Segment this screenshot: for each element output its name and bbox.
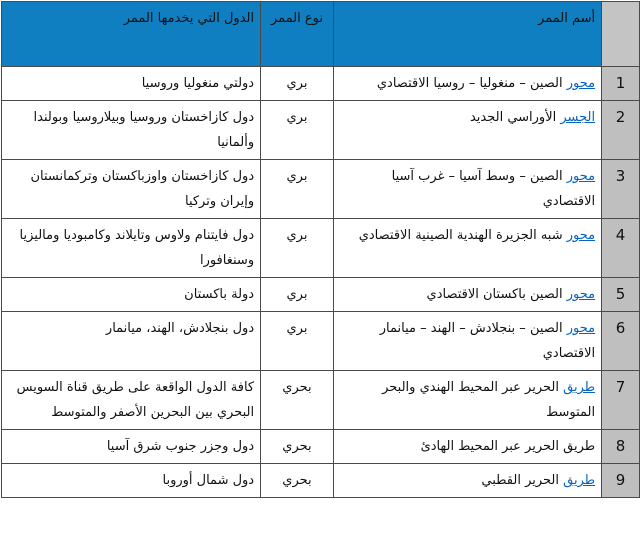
table-row [2, 430, 640, 464]
corridor-name-cell [333, 278, 601, 312]
row-number: 9 [602, 464, 640, 498]
corridor-name: الصين باكستان الاقتصادي [426, 287, 567, 302]
row-number: 4 [602, 219, 640, 278]
corridor-name-cell [333, 430, 601, 464]
served-states: دول وجزر جنوب شرق آسيا [2, 430, 261, 464]
row-number: 3 [602, 160, 640, 219]
table-row [2, 278, 640, 312]
header-number [602, 2, 640, 67]
row-number: 2 [602, 101, 640, 160]
corridor-name: الصين – وسط آسيا – غرب آسيا الاقتصادي [391, 169, 596, 209]
served-states: دول بنجلادش، الهند، ميانمار [2, 312, 261, 371]
corridor-type: بحري [261, 464, 334, 498]
corridor-name-cell [333, 67, 601, 101]
corridor-link[interactable]: طريق [563, 473, 596, 488]
served-states: دول شمال أوروبا [2, 464, 261, 498]
corridor-link[interactable]: محور [566, 228, 596, 243]
corridor-link[interactable]: الجسر [560, 110, 596, 125]
served-states: دولتي منغوليا وروسيا [2, 67, 261, 101]
served-states: دول كازاخستان وروسيا وبيلاروسيا وبولندا وألمانيا [2, 101, 261, 160]
corridor-type: بري [261, 101, 334, 160]
corridor-link[interactable]: محور [566, 76, 596, 91]
corridor-name: شبه الجزيرة الهندية الصينية الاقتصادي [358, 228, 567, 243]
served-states: كافة الدول الواقعة على طريق قناة السويس البحري بين البحرين الأصفر والمتوسط [2, 371, 261, 430]
served-states: دول فايتنام ولاوس وتايلاند وكامبوديا وماليزيا وسنغافورا [2, 219, 261, 278]
corridor-type: بري [261, 278, 334, 312]
table-row [2, 160, 640, 219]
corridor-name: الحرير القطبي [481, 473, 564, 488]
header-served-states: الدول التي يخدمها الممر [2, 2, 261, 67]
corridor-type: بري [261, 67, 334, 101]
header-row [2, 2, 640, 67]
header-corridor-name: أسم الممر [333, 2, 601, 67]
corridor-type: بحري [261, 430, 334, 464]
corridor-name-cell [333, 464, 601, 498]
corridor-name-cell [333, 312, 601, 371]
corridor-name-cell [333, 371, 601, 430]
corridor-name: الصين – منغوليا – روسيا الاقتصادي [376, 76, 567, 91]
corridor-name: طريق الحرير عبر المحيط الهادئ [420, 439, 596, 454]
table-row [2, 312, 640, 371]
table-row [2, 371, 640, 430]
row-number: 8 [602, 430, 640, 464]
corridors-table [1, 1, 640, 498]
row-number: 6 [602, 312, 640, 371]
served-states: دول كازاخستان واوزباكستان وتركمانستان وإيران وتركيا [2, 160, 261, 219]
corridor-link[interactable]: محور [566, 169, 596, 184]
corridor-link[interactable]: محور [566, 287, 596, 302]
corridor-name: الصين – بنجلادش – الهند – ميانمار الاقتصادي [379, 321, 596, 361]
corridor-name-cell [333, 160, 601, 219]
corridor-name: الحرير عبر المحيط الهندي والبحر المتوسط [382, 380, 596, 420]
corridor-name-cell [333, 219, 601, 278]
table-row [2, 101, 640, 160]
header-corridor-type: نوع الممر [261, 2, 334, 67]
served-states: دولة باكستان [2, 278, 261, 312]
row-number: 1 [602, 67, 640, 101]
row-number: 5 [602, 278, 640, 312]
corridor-name: الأوراسي الجديد [469, 110, 561, 125]
corridor-link[interactable]: محور [566, 321, 596, 336]
corridor-type: بحري [261, 371, 334, 430]
table-row [2, 219, 640, 278]
row-number: 7 [602, 371, 640, 430]
corridor-type: بري [261, 160, 334, 219]
corridor-name-cell [333, 101, 601, 160]
table-row [2, 464, 640, 498]
corridor-type: بري [261, 219, 334, 278]
corridor-type: بري [261, 312, 334, 371]
table-row [2, 67, 640, 101]
corridor-link[interactable]: طريق [563, 380, 596, 395]
